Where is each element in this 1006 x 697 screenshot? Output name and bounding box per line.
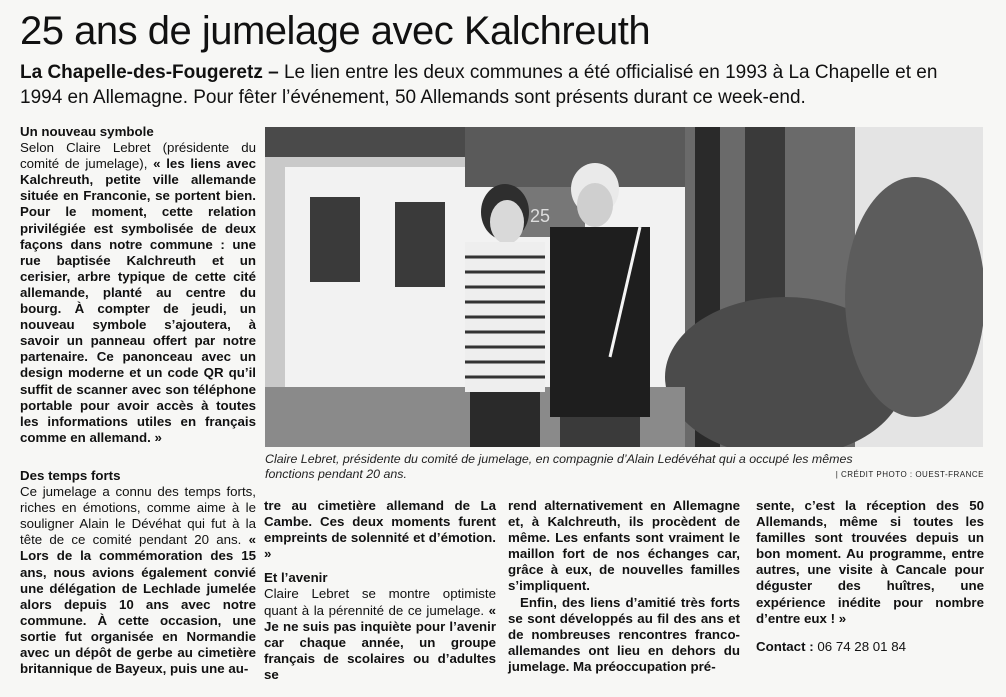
section-3-end xyxy=(756,498,984,627)
section-1-intro: Selon Claire Lebret (présidente du comité de jumelage), xyxy=(20,140,256,172)
sign-number: 25 xyxy=(530,206,551,226)
section-2 xyxy=(20,468,256,677)
column-1-lower xyxy=(20,468,256,677)
section-1 xyxy=(20,124,256,446)
contact-label: Contact : xyxy=(756,638,814,654)
section-2-continued xyxy=(264,498,496,562)
section-3-title: Et l’avenir xyxy=(264,570,328,586)
section-3-quote-d: sente, c’est la réception des 50 Allemands, même si toutes les familles sont trouvées depuis un bon moment. Au programme, entre autres, une visite à Cancale pour déguster des huîtres, une expérience inédite pour nombre d’entre eux ! » xyxy=(756,498,984,626)
section-1-quote: « les liens avec Kalchreuth, petite ville allemande située en Franconie, se portent bien. Pour le moment, cette relation privilégiée est symbolisée de deux façons dans notre commune : une rue baptisée Kalchreuth et un cerisier, arbre typique de cette cité allemande, planté au centre du bourg. À compter de jeudi, un nouveau symbole s’ajoutera, à savoir un panneau offert par notre partenaire. Ce panonceau avec un design moderne et un code QR qu’il suffit de scanner avec son téléphone portable pour avoir accès à toutes les informations utiles en français comme en allemand. » xyxy=(20,156,256,445)
photo-illustration xyxy=(265,127,983,447)
section-3-intro: Claire Lebret se montre optimiste quant à la pérennité de ce jumelage. xyxy=(264,586,496,618)
section-1-title: Un nouveau symbole xyxy=(20,124,154,139)
photo-credit: | CRÉDIT PHOTO : OUEST-FRANCE xyxy=(835,470,984,479)
lede-place: La Chapelle-des-Fougeretz – xyxy=(20,62,279,83)
contact-line xyxy=(756,639,984,655)
lede xyxy=(20,60,980,110)
lede-text: Le lien entre les deux communes a été officialisé en 1993 à La Chapelle et en 1994 en Allemagne. Pour fêter l’événement, 50 Allemands sont présents durant ce week-end. xyxy=(20,62,938,108)
photo-caption: Claire Lebret, présidente du comité de jumelage, en compagnie d’Alain Ledévéhat qui a occupé les mêmes fonctions pendant 20 ans. xyxy=(265,452,853,481)
section-2-quote-a: « Lors de la commémoration des 15 ans, nous avions également convié une délégation de Lechlade jumelée alors depuis 10 ans avec notre commune. À cette occasion, une sortie fut organisée en Normandie avec un dépôt de gerbe au cimetière britannique de Bayeux, puis une au- xyxy=(20,532,256,677)
section-3-quote-a: « Je ne suis pas inquiète pour l’avenir car chaque année, un groupe français de scolaires ou d’adultes se xyxy=(264,602,496,682)
section-3-continued xyxy=(508,498,740,595)
column-1 xyxy=(20,124,256,446)
section-3-quote-c: Enfin, des liens d’amitié très forts se sont développés au fil des ans et de nombreuses rencontres franco-allemandes ont lieu en dehors du jumelage. Ma préoccupation pré- xyxy=(508,594,740,674)
column-2 xyxy=(264,498,496,683)
column-3 xyxy=(508,498,740,675)
section-3-paragraph xyxy=(508,595,740,675)
column-4 xyxy=(756,498,984,655)
article-photo xyxy=(265,127,983,447)
section-2-title: Des temps forts xyxy=(20,468,121,483)
section-2-quote-b: tre au cimetière allemand de La Cambe. Ces deux moments furent empreints de solennité et d’émotion. » xyxy=(264,498,496,562)
section-3 xyxy=(264,570,496,683)
section-2-intro: Ce jumelage a connu des temps forts, riches en émotions, comme aime à le souligner Alain le Dévéhat qui fut à la tête de ce comité pendant 20 ans. xyxy=(20,484,256,548)
section-3-quote-b: rend alternativement en Allemagne et, à Kalchreuth, ils procèdent de même. Les enfants sont vraiment le maillon fort de nos échanges car, grâce à eux, de nouvelles familles s’impliquent. xyxy=(508,498,740,594)
contact-phone: 06 74 28 01 84 xyxy=(817,638,907,654)
headline: 25 ans de jumelage avec Kalchreuth xyxy=(20,9,651,53)
